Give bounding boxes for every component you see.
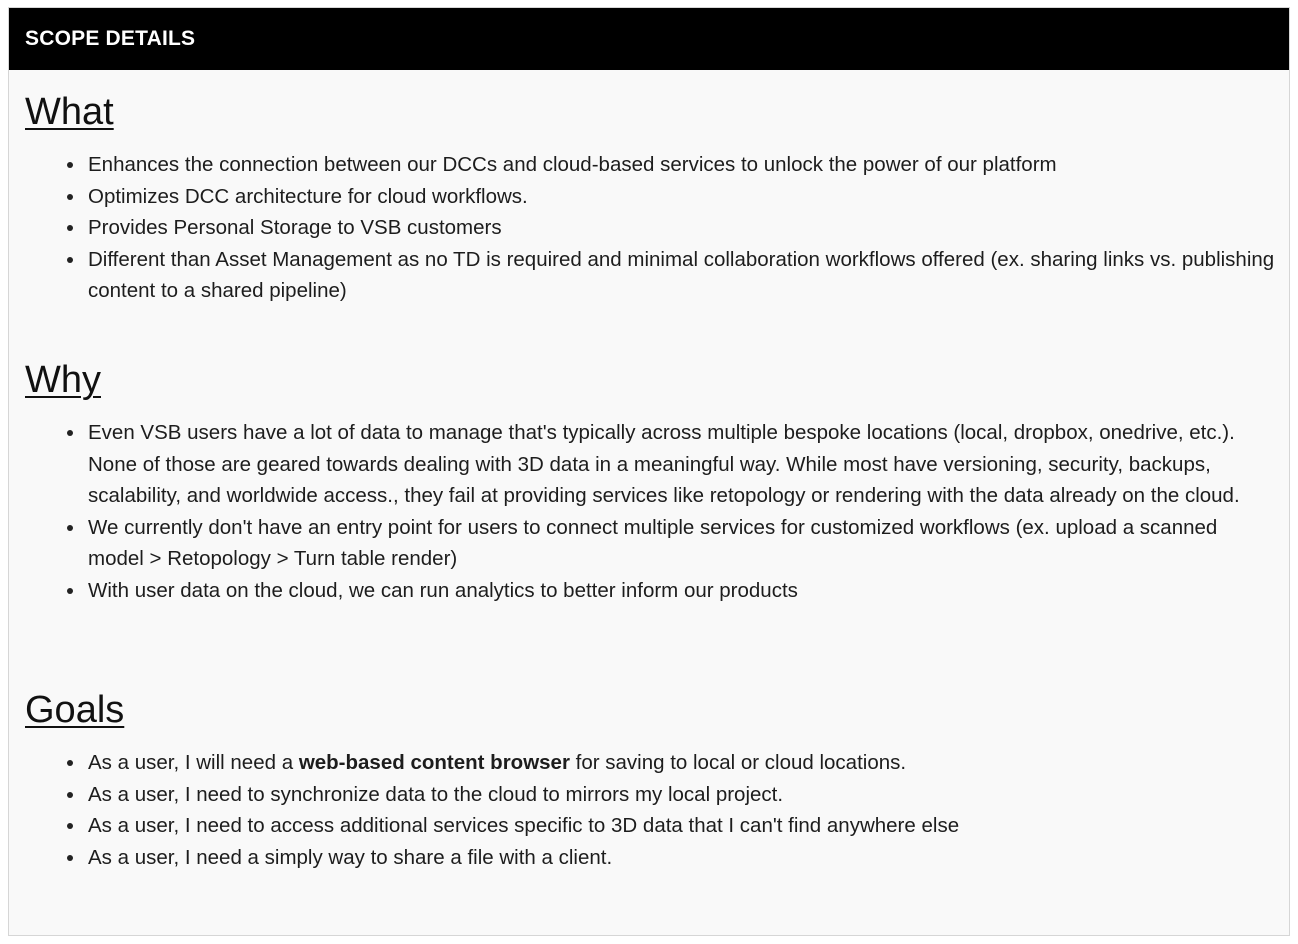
item-bold-text: web-based content browser [298, 751, 570, 774]
list-item: Even VSB users have a lot of data to manage that's typically across multiple bespoke locations (local, dropbox, onedrive, etc.). None of those are geared towards dealing with 3D data in a meaningful way. While most have versioning, security, backups, scalability, and worldwide access., they fail at providing services like retopology or rendering with the data already on the cloud. [88, 417, 1275, 512]
item-text: for saving to local or cloud locations. [569, 751, 907, 774]
list-item: We currently don't have an entry point for users to connect multiple services for customized workflows (ex. upload a scanned model > Retopology > Turn table render) [88, 512, 1275, 575]
bullet-list [25, 417, 1275, 606]
list-item: As a user, I need a simply way to share a file with a client. [88, 842, 1275, 874]
list-item [88, 747, 1275, 779]
section-why [25, 358, 1275, 606]
section-heading: Goals [25, 689, 125, 731]
bullet-list [25, 747, 1275, 873]
list-item: Enhances the connection between our DCCs and cloud-based services to unlock the power of our platform [88, 149, 1275, 181]
list-item: As a user, I need to synchronize data to the cloud to mirrors my local project. [88, 779, 1275, 811]
section-what [25, 90, 1275, 307]
item-text: As a user, I will need a [88, 751, 299, 774]
list-item: As a user, I need to access additional services specific to 3D data that I can't find anywhere else [88, 810, 1275, 842]
bullet-list [25, 149, 1275, 307]
list-item: Optimizes DCC architecture for cloud workflows. [88, 181, 1275, 213]
list-item: Provides Personal Storage to VSB customers [88, 212, 1275, 244]
section-heading: Why [25, 359, 101, 401]
list-item: With user data on the cloud, we can run analytics to better inform our products [88, 575, 1275, 607]
panel-header: SCOPE DETAILS [9, 8, 1289, 70]
list-item: Different than Asset Management as no TD is required and minimal collaboration workflows offered (ex. sharing links vs. publishing content to a shared pipeline) [88, 244, 1275, 307]
scope-details-panel [8, 7, 1290, 936]
section-goals [25, 688, 1275, 873]
section-heading: What [25, 91, 114, 133]
